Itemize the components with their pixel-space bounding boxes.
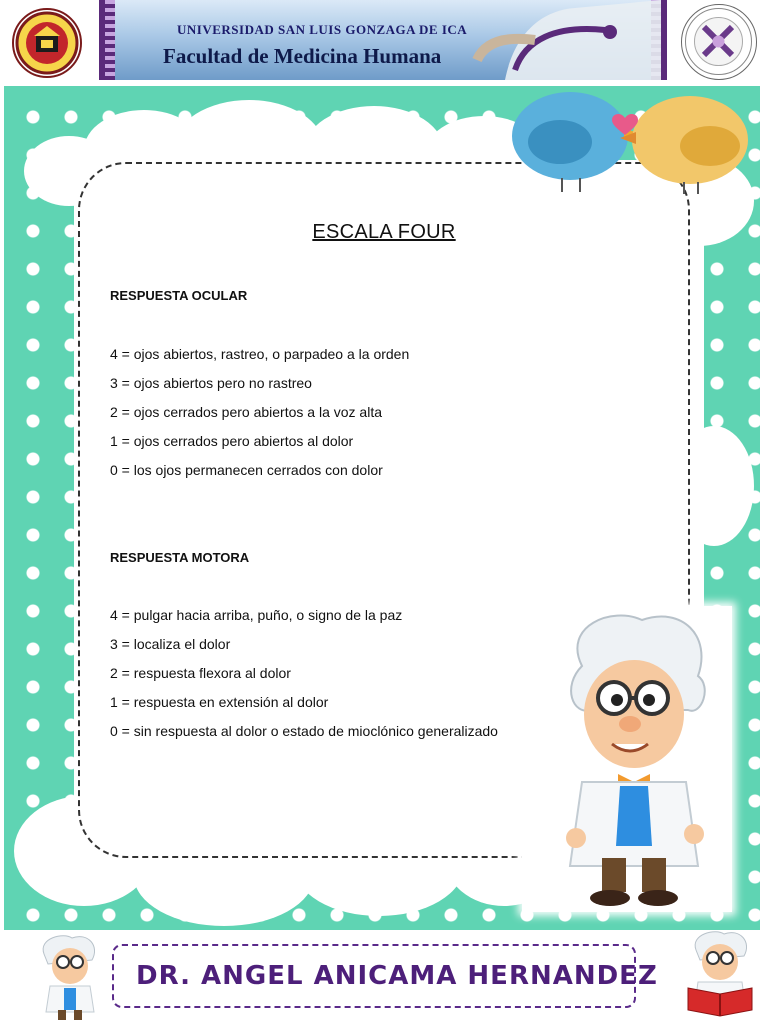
section-heading-motora: RESPUESTA MOTORA <box>110 550 250 565</box>
list-item: 0 = los ojos permanecen cerrados con dolor <box>110 462 383 478</box>
document-title: ESCALA FOUR <box>312 221 456 243</box>
professor-reading-icon <box>680 930 760 1022</box>
author-name: DR. ANGEL ANICAMA HERNANDEZ <box>136 961 658 991</box>
footer <box>0 930 768 1024</box>
professor-illustration-icon <box>28 932 108 1024</box>
faculty-banner <box>99 0 667 80</box>
list-item: 0 = sin respuesta al dolor o estado de mioclónico generalizado <box>110 723 498 739</box>
header <box>0 0 768 84</box>
bird-icon <box>500 88 760 198</box>
list-item: 4 = pulgar hacia arriba, puño, o signo de la paz <box>110 607 403 623</box>
faculty-seal-icon <box>681 4 757 80</box>
list-item: 1 = ojos cerrados pero abiertos al dolor <box>110 433 354 449</box>
list-item: 2 = ojos cerrados pero abiertos a la voz alta <box>110 404 382 420</box>
list-item: 1 = respuesta en extensión al dolor <box>110 694 329 710</box>
list-item: 4 = ojos abiertos, rastreo, o parpadeo a la orden <box>110 346 410 362</box>
list-item: 2 = respuesta flexora al dolor <box>110 665 291 681</box>
list-item: 3 = ojos abiertos pero no rastreo <box>110 375 312 391</box>
university-seal-icon <box>12 8 82 78</box>
professor-illustration-icon <box>522 606 732 912</box>
list-item: 3 = localiza el dolor <box>110 636 231 652</box>
section-heading-ocular: RESPUESTA OCULAR <box>110 288 248 303</box>
university-name: UNIVERSIDAD SAN LUIS GONZAGA DE ICA <box>177 22 468 37</box>
faculty-name: Facultad de Medicina Humana <box>163 44 442 68</box>
heart-icon <box>612 114 638 136</box>
